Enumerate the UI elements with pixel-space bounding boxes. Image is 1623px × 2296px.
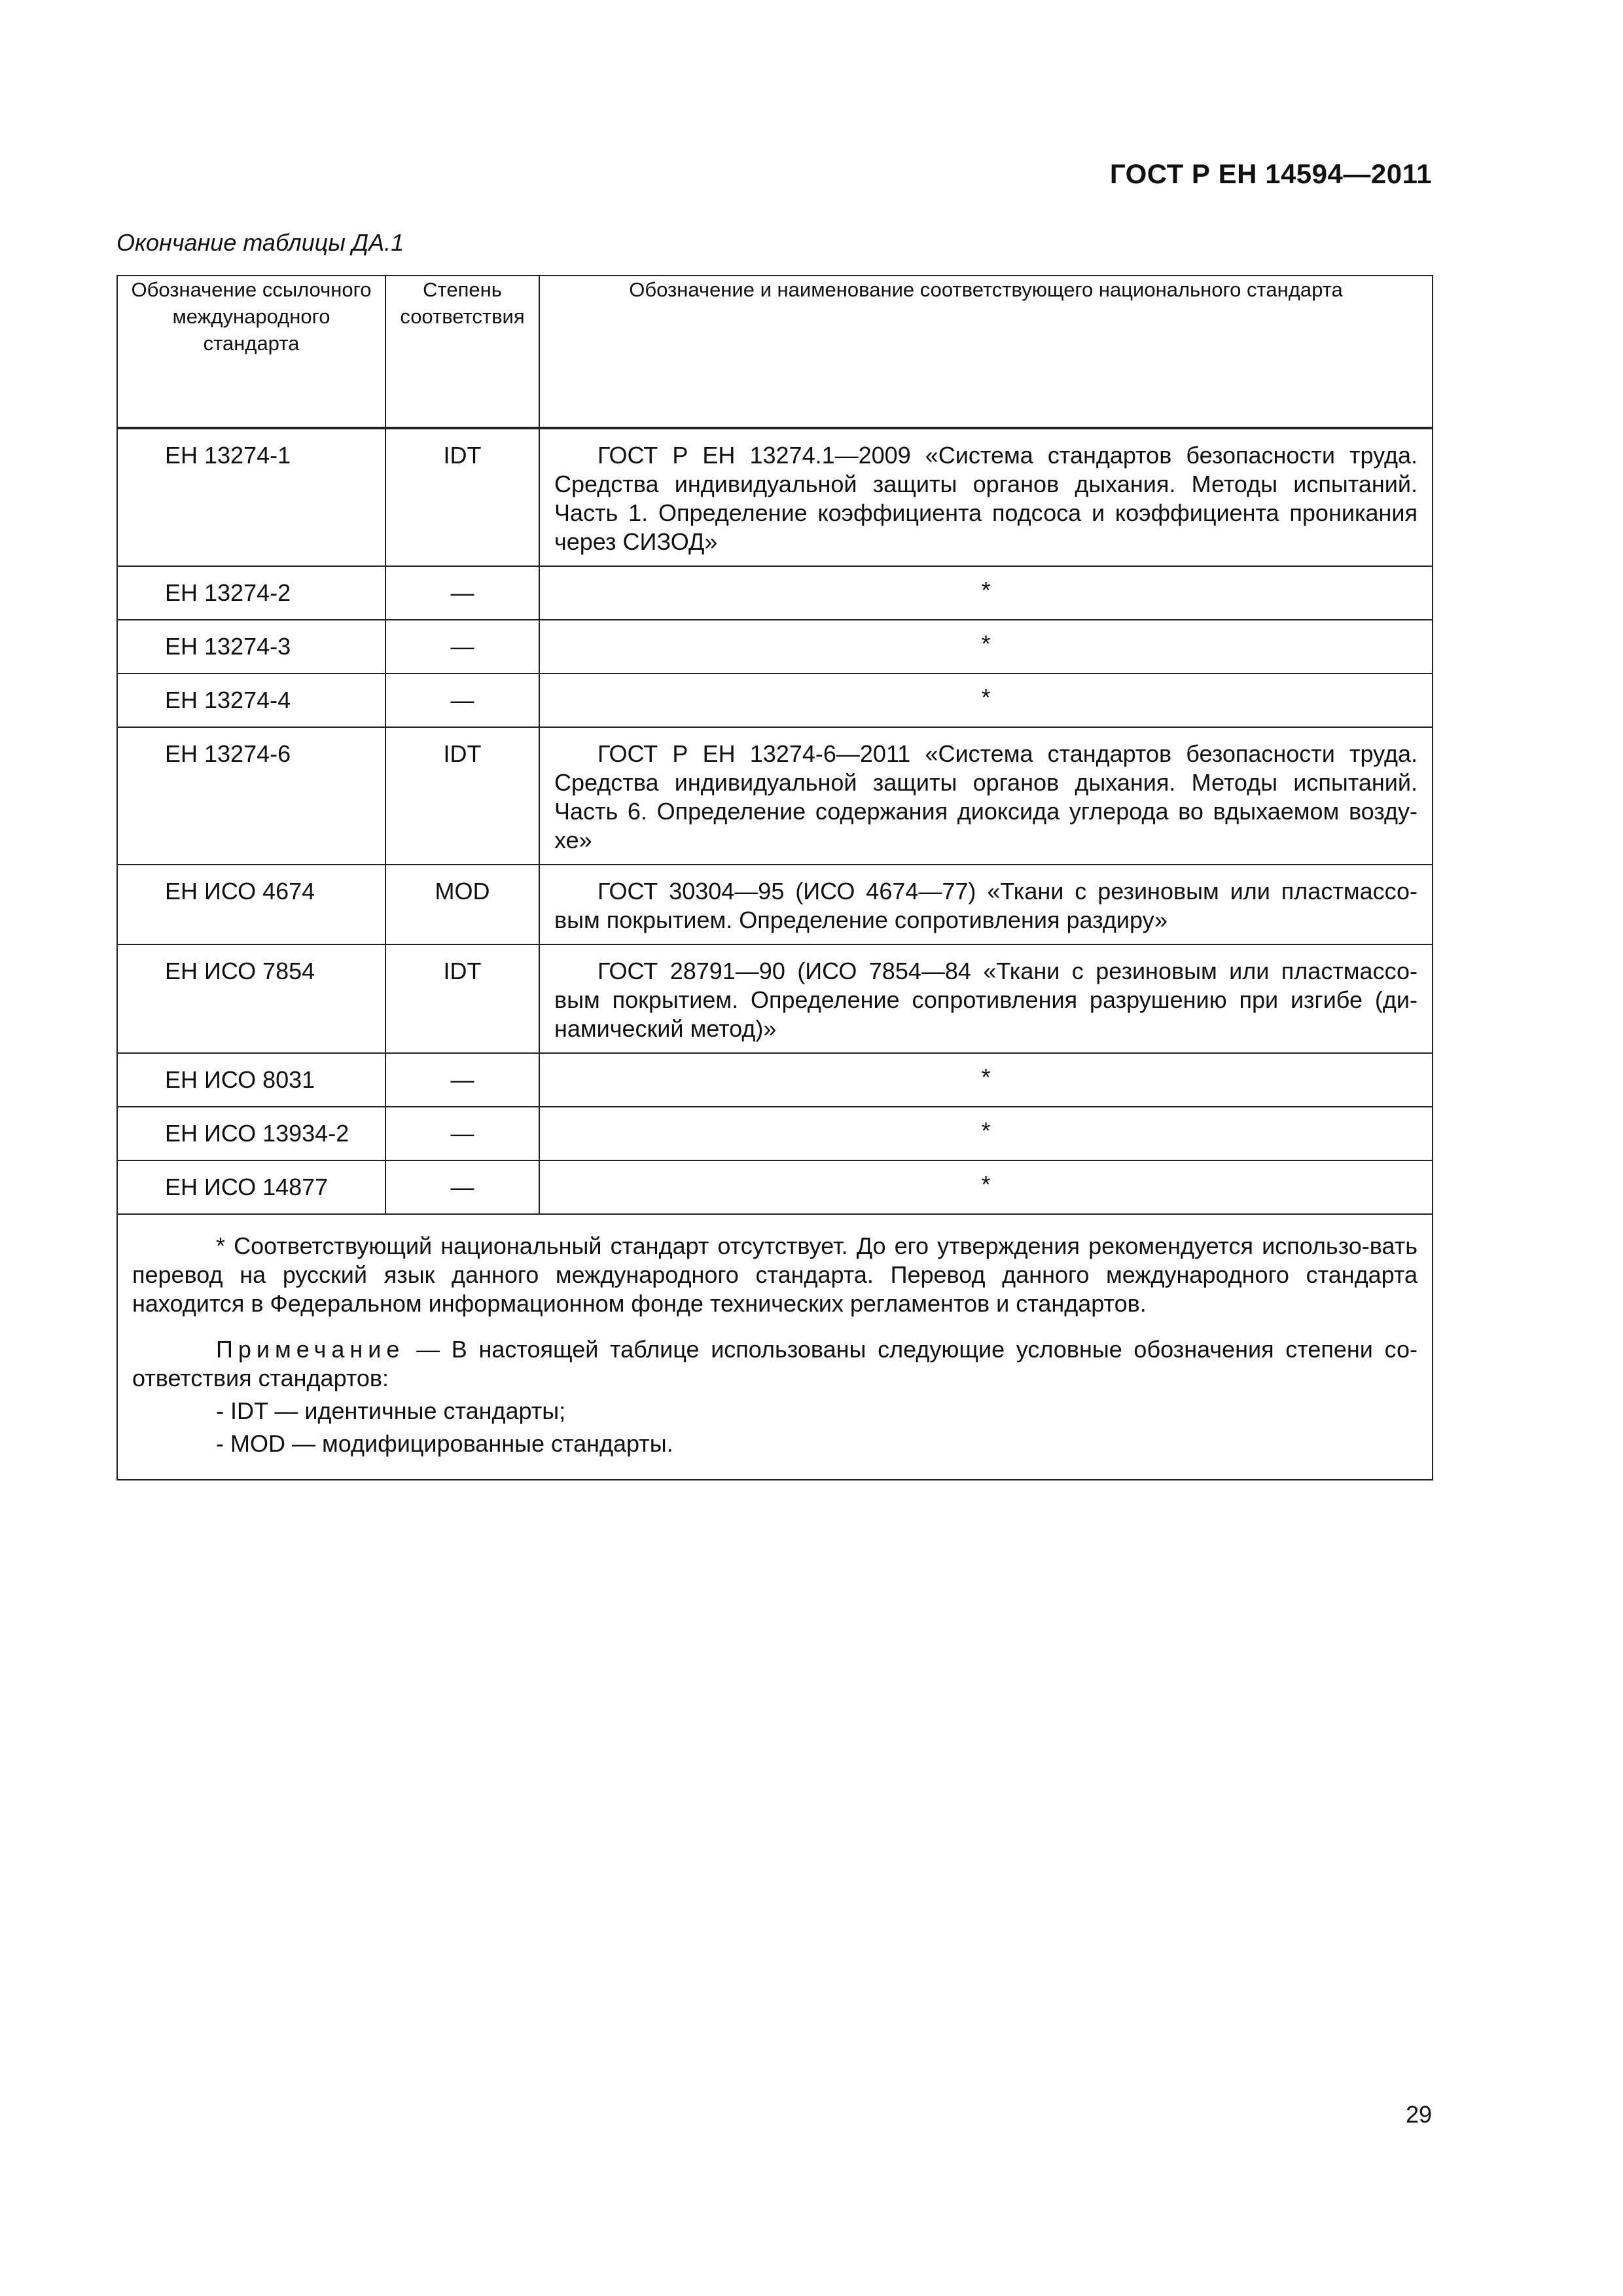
table-notes-row xyxy=(117,1214,1433,1480)
row-national-standard-absent: * xyxy=(539,1107,1433,1160)
row-degree: — xyxy=(385,1053,539,1107)
note-paragraph xyxy=(132,1335,1418,1393)
table-notes xyxy=(117,1214,1433,1480)
row-degree: IDT xyxy=(385,428,539,566)
row-national-standard-absent: * xyxy=(539,673,1433,727)
row-standard-code: ЕН ИСО 4674 xyxy=(117,865,385,944)
row-national-standard-text: ГОСТ Р ЕН 13274.1—2009 «Система стандартов безопасности труда. Средства индивидуальной защиты органов дыхания. Методы испытаний. Часть 1. Определение коэффициента подсоса и коэффициента проникания через СИЗОД» xyxy=(554,442,1418,555)
standards-table xyxy=(116,275,1433,1480)
column-header-national-standard: Обозначение и наименование соответствующего национального стандарта xyxy=(539,276,1433,428)
row-standard-code: ЕН 13274-2 xyxy=(117,566,385,620)
table-row xyxy=(117,1053,1433,1107)
row-standard-code: ЕН 13274-4 xyxy=(117,673,385,727)
note-text: — В настоящей таблице использованы следующие условные обозначения степени со-ответствия стандартов: xyxy=(132,1336,1418,1391)
row-standard-code: ЕН ИСО 7854 xyxy=(117,944,385,1053)
note-label: Примечание xyxy=(216,1336,405,1363)
row-national-standard xyxy=(539,727,1433,865)
column-header-international-standard: Обозначение ссылочного международного стандарта xyxy=(117,276,385,428)
table-row xyxy=(117,566,1433,620)
row-national-standard xyxy=(539,428,1433,566)
row-standard-code: ЕН ИСО 13934-2 xyxy=(117,1107,385,1160)
table-header-row xyxy=(117,276,1433,428)
row-national-standard-text: ГОСТ 28791—90 (ИСО 7854—84 «Ткани с резиновым или пластмассо-вым покрытием. Определение сопротивления разрушению при изгибе (ди-намический метод)» xyxy=(554,958,1418,1042)
table-row xyxy=(117,1107,1433,1160)
footnote-text: * Соответствующий национальный стандарт отсутствует. До его утверждения рекомендуется использо-вать перевод на русский язык данного международного стандарта. Перевод данного международного стандарта находится в Федеральном информационном фонде технических регламентов и стандартов. xyxy=(132,1232,1418,1317)
table-row xyxy=(117,727,1433,865)
row-national-standard-absent: * xyxy=(539,620,1433,673)
column-header-degree: Степень соответствия xyxy=(385,276,539,428)
table-row xyxy=(117,620,1433,673)
row-national-standard-absent: * xyxy=(539,1160,1433,1214)
document-code: ГОСТ Р ЕН 14594—2011 xyxy=(1109,158,1432,189)
row-degree: — xyxy=(385,1160,539,1214)
row-national-standard xyxy=(539,944,1433,1053)
row-degree: IDT xyxy=(385,727,539,865)
table-row xyxy=(117,1160,1433,1214)
row-national-standard xyxy=(539,865,1433,944)
table-row xyxy=(117,865,1433,944)
row-standard-code: ЕН 13274-6 xyxy=(117,727,385,865)
row-standard-code: ЕН ИСО 8031 xyxy=(117,1053,385,1107)
row-national-standard-absent: * xyxy=(539,1053,1433,1107)
table-row xyxy=(117,428,1433,566)
row-standard-code: ЕН ИСО 14877 xyxy=(117,1160,385,1214)
table-caption: Окончание таблицы ДА.1 xyxy=(116,229,404,256)
row-degree: IDT xyxy=(385,944,539,1053)
row-standard-code: ЕН 13274-1 xyxy=(117,428,385,566)
row-national-standard-text: ГОСТ Р ЕН 13274-6—2011 «Система стандартов безопасности труда. Средства индивидуальной защиты органов дыхания. Методы испытаний. Часть 6. Определение содержания диоксида углерода во вдыхаемом возду-хе» xyxy=(554,740,1418,853)
note-item-mod: - MOD — модифицированные стандарты. xyxy=(216,1430,673,1457)
row-degree: — xyxy=(385,1107,539,1160)
page-number: 29 xyxy=(1405,2101,1432,2128)
row-degree: MOD xyxy=(385,865,539,944)
row-degree: — xyxy=(385,566,539,620)
note-item-idt: - IDT — идентичные стандарты; xyxy=(216,1397,566,1424)
row-national-standard-text: ГОСТ 30304—95 (ИСО 4674—77) «Ткани с резиновым или пластмассо-вым покрытием. Определение сопротивления раздиру» xyxy=(554,878,1418,933)
row-standard-code: ЕН 13274-3 xyxy=(117,620,385,673)
table-row xyxy=(117,673,1433,727)
table-row xyxy=(117,944,1433,1053)
row-degree: — xyxy=(385,620,539,673)
row-degree: — xyxy=(385,673,539,727)
row-national-standard-absent: * xyxy=(539,566,1433,620)
